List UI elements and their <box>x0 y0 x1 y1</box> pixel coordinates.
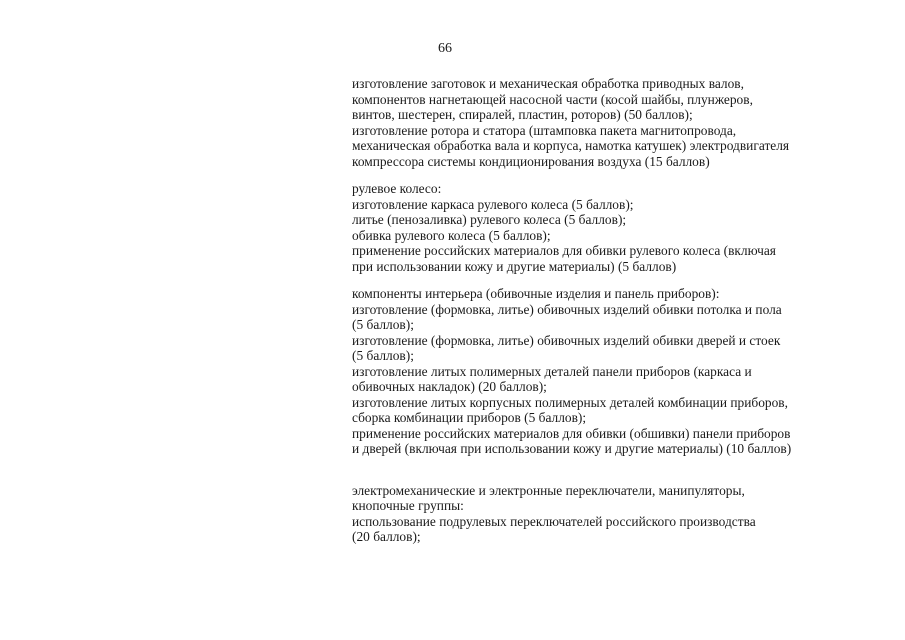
text-line: (5 баллов); <box>352 317 414 332</box>
text-line: изготовление литых полимерных деталей панели приборов (каркаса и <box>352 363 752 379</box>
text-line: изготовление литых корпусных полимерных деталей комбинации приборов, <box>352 394 788 410</box>
text-line: компрессора системы кондиционирования воздуха (15 баллов) <box>352 153 710 169</box>
paragraph-compressor-components <box>352 76 872 169</box>
text-line: сборка комбинации приборов (5 баллов); <box>352 410 587 425</box>
paragraph-spacer <box>352 169 872 181</box>
paragraph-interior-components <box>352 286 872 457</box>
paragraph-switches <box>352 483 872 545</box>
paragraph-spacer <box>352 274 872 286</box>
text-line: механическая обработка вала и корпуса, намотка катушек) электродвигателя <box>352 138 790 153</box>
text-line: кнопочные группы: <box>352 498 464 513</box>
page-number: 66 <box>438 41 452 56</box>
text-line: (5 баллов); <box>352 348 414 363</box>
text-line: изготовление каркаса рулевого колеса (5 баллов); <box>352 196 634 212</box>
text-line: изготовление заготовок и механическая обработка приводных валов, <box>352 76 744 91</box>
text-line: применение российских материалов для обивки рулевого колеса (включая <box>352 243 776 258</box>
text-line: компонентов нагнетающей насосной части (косой шайбы, плунжеров, <box>352 91 753 107</box>
paragraph-steering-wheel <box>352 181 872 274</box>
document-body <box>352 76 872 545</box>
text-line: применение российских материалов для обивки (обшивки) панели приборов <box>352 425 791 441</box>
text-line: рулевое колесо: <box>352 181 442 196</box>
text-line: электромеханические и электронные переключатели, манипуляторы, <box>352 482 745 498</box>
text-line: компоненты интерьера (обивочные изделия и панель приборов): <box>352 286 720 301</box>
text-line: обивочных накладок) (20 баллов); <box>352 379 547 394</box>
text-line: (20 баллов); <box>352 529 421 544</box>
text-line: литье (пенозаливка) рулевого колеса (5 баллов); <box>352 212 627 227</box>
text-line: использование подрулевых переключателей российского производства <box>352 513 756 529</box>
text-line: при использовании кожу и другие материалы) (5 баллов) <box>352 258 677 274</box>
text-line: изготовление ротора и статора (штамповка пакета магнитопровода, <box>352 122 737 138</box>
text-line: изготовление (формовка, литье) обивочных изделий обивки потолка и пола <box>352 301 782 317</box>
text-line: изготовление (формовка, литье) обивочных изделий обивки дверей и стоек <box>352 332 781 348</box>
text-line: винтов, шестерен, спиралей, пластин, роторов) (50 баллов); <box>352 107 693 122</box>
text-line: и дверей (включая при использовании кожу и другие материалы) (10 баллов) <box>352 441 792 456</box>
paragraph-spacer <box>352 457 872 483</box>
text-line: обивка рулевого колеса (5 баллов); <box>352 227 551 243</box>
